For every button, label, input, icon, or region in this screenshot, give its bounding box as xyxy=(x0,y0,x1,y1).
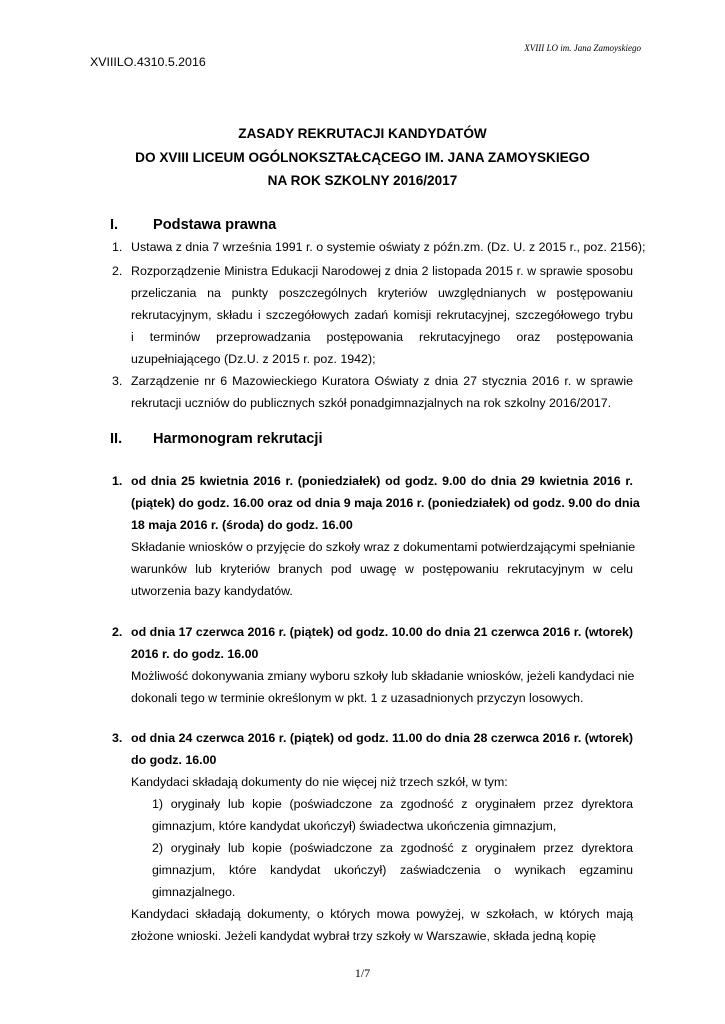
list-item-text: rekrutacji uczniów do publicznych szkół ponadgimnazjalnych na rok szkolny 2016/2017. xyxy=(131,396,612,410)
list-item-text: uzupełniającego (Dz.U. z 2015 r. poz. 1942); xyxy=(131,352,376,366)
schedule-date-line: (piątek) do godz. 16.00 oraz od dnia 9 maja 2016 r. (poniedziałek) od godz. 9.00 do dnia xyxy=(131,496,640,510)
schedule-description: Składanie wniosków o przyjęcie do szkoły wraz z dokumentami potwierdzającymi spełnianie xyxy=(131,540,636,554)
title-line: DO XVIII LICEUM OGÓLNOKSZTAŁCĄCEGO IM. JANA ZAMOYSKIEGO xyxy=(135,149,590,165)
schedule-date-line: 18 maja 2016 r. (środa) do godz. 16.00 xyxy=(131,518,353,532)
schedule-description: utworzenia bazy kandydatów. xyxy=(131,584,293,598)
schedule-date-line: do godz. 16.00 xyxy=(131,753,217,767)
list-item-text: Zarządzenie nr 6 Mazowieckiego Kuratora Oświaty z dnia 27 stycznia 2016 r. w sprawie xyxy=(131,374,633,388)
sub-list-item: gimnazjum, które kandydat ukończył) świadectwa ukończenia gimnazjum, xyxy=(152,819,557,833)
document-title xyxy=(0,122,725,193)
list-item-text: i terminów przeprowadzania postępowania rekrutacyjnego oraz postępowania xyxy=(131,330,633,344)
schedule-description: Kandydaci składają dokumenty, o których mowa powyżej, w szkołach, w których mają xyxy=(131,907,633,921)
schedule-date-line: od dnia 24 czerwca 2016 r. (piątek) od godz. 11.00 do dnia 28 czerwca 2016 r. (wtorek) xyxy=(131,731,633,745)
header-school-name: XVIII LO im. Jana Zamoyskiego xyxy=(524,43,641,53)
page-number: 1/7 xyxy=(354,966,371,980)
title-line: NA ROK SZKOLNY 2016/2017 xyxy=(267,173,458,188)
sub-list-item: 1) oryginały lub kopie (poświadczone za zgodność z oryginałem przez dyrektora xyxy=(152,797,633,811)
section-title: Podstawa prawna xyxy=(153,217,277,233)
list-number: 3. xyxy=(112,731,123,745)
list-item-text: Ustawa z dnia 7 września 1991 r. o systemie oświaty z późn.zm. (Dz. U. z 2015 r., poz. 2156); xyxy=(131,240,646,254)
list-number: 3. xyxy=(112,374,123,388)
sub-list-item: gimnazjalnego. xyxy=(152,885,236,899)
schedule-date-line: od dnia 25 kwietnia 2016 r. (poniedziałek) od godz. 9.00 do dnia 29 kwietnia 2016 r. xyxy=(131,474,633,488)
schedule-description: warunków lub kryteriów branych pod uwagę w postępowaniu rekrutacyjnym w celu xyxy=(131,562,633,576)
list-number: 1. xyxy=(112,240,123,254)
section-number: I. xyxy=(110,217,119,233)
list-number: 2. xyxy=(112,264,123,278)
list-item-text: rekrutacyjnym, składu i szczegółowych zadań komisji rekrutacyjnej, szczegółowego trybu xyxy=(131,308,633,322)
title-line: ZASADY REKRUTACJI KANDYDATÓW xyxy=(238,126,487,141)
list-number: 2. xyxy=(112,625,123,639)
schedule-description: dokonali tego w terminie określonym w pkt. 1 z uzasadnionych przyczyn losowych. xyxy=(131,691,584,705)
schedule-description: Możliwość dokonywania zmiany wyboru szkoły lub składanie wniosków, jeżeli kandydaci nie xyxy=(131,669,635,683)
schedule-description: Kandydaci składają dokumenty do nie więcej niż trzech szkół, w tym: xyxy=(131,775,508,789)
section-title: Harmonogram rekrutacji xyxy=(153,431,323,447)
list-item-text: Rozporządzenie Ministra Edukacji Narodowej z dnia 2 listopada 2015 r. w sprawie sposobu xyxy=(131,264,633,278)
schedule-description: złożone wnioski. Jeżeli kandydat wybrał trzy szkoły w Warszawie, składa jedną kopię xyxy=(131,929,597,943)
sub-list-item: 2) oryginały lub kopie (poświadczone za zgodność z oryginałem przez dyrektora xyxy=(152,841,633,855)
schedule-date-line: 2016 r. do godz. 16.00 xyxy=(131,647,259,661)
schedule-date-line: od dnia 17 czerwca 2016 r. (piątek) od godz. 10.00 do dnia 21 czerwca 2016 r. (wtorek) xyxy=(131,625,633,639)
sub-list-item: gimnazjum, które kandydat ukończył) zaświadczenia o wynikach egzaminu xyxy=(152,863,633,877)
list-item-text: przeliczania na punkty poszczególnych kryteriów uwzględnianych w postępowaniu xyxy=(131,286,633,300)
section-number: II. xyxy=(110,431,123,447)
document-reference: XVIIILO.4310.5.2016 xyxy=(90,55,206,69)
list-number: 1. xyxy=(112,474,123,488)
